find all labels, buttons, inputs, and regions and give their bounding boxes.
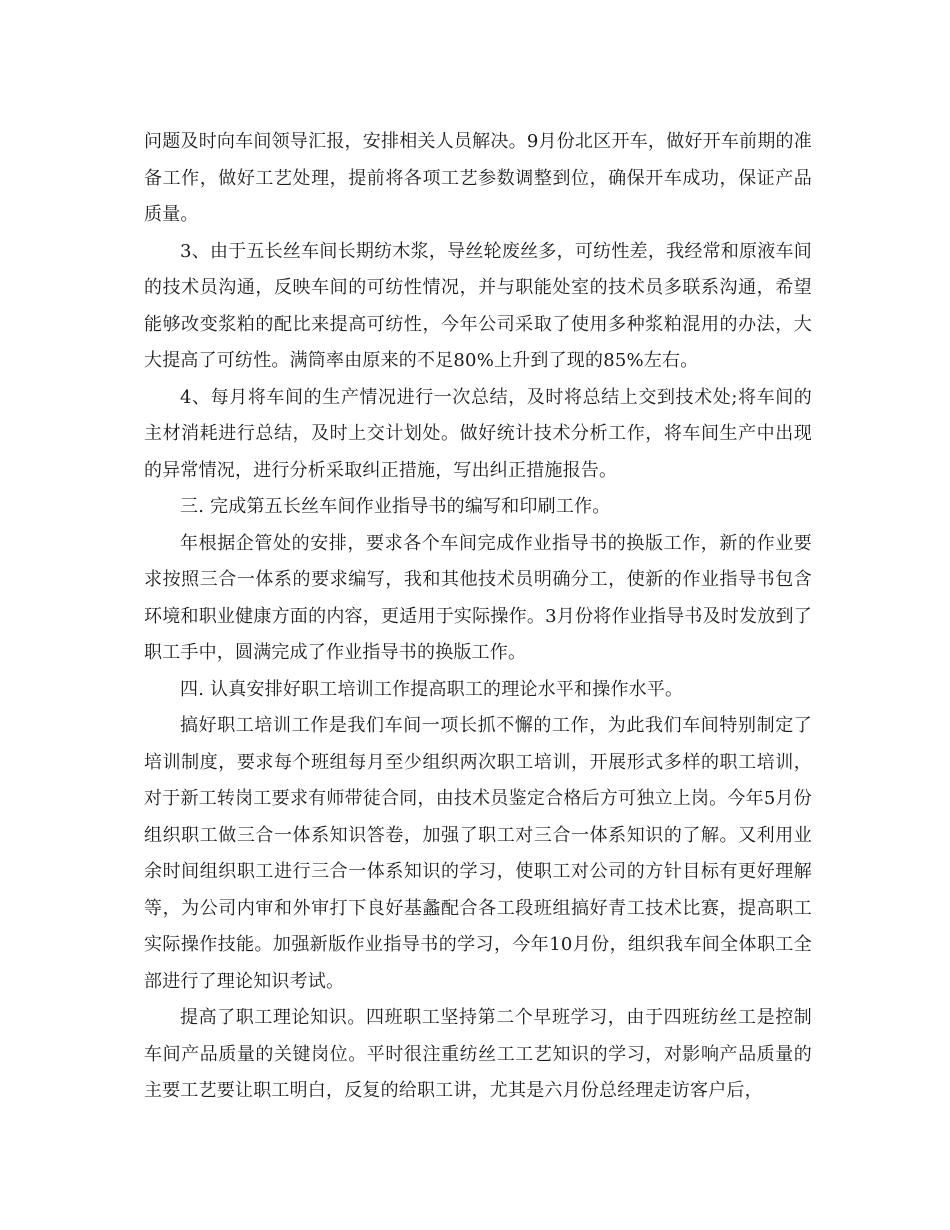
paragraph-continuation: 问题及时向车间领导汇报，安排相关人员解决。9月份北区开车，做好开车前期的准备工作，做好工艺处理，提前将各项工艺参数调整到位，确保开车成功，保证产品质量。: [144, 131, 812, 225]
section-heading-3: 三. 完成第五长丝车间作业指导书的编写和印刷工作。: [180, 496, 611, 517]
section-heading-4: 四. 认真安排好职工培训工作提高职工的理论水平和操作水平。: [180, 678, 684, 700]
paragraph-item-4: 4、每月将车间的生产情况进行一次总结，及时将总结上交到技术处;将车间的主材消耗进行总结，及时上交计划处。做好统计技术分析工作，将车间生产中出现的异常情况，进行分析采取纠正措施，写出纠正措施报告。: [144, 386, 812, 481]
paragraph-training: 搞好职工培训工作是我们车间一项长抓不懈的工作，为此我们车间特别制定了培训制度，要求每个班组每月至少组织两次职工培训，开展形式多样的职工培训，对于新工转岗工要求有师带徒合同，由技术员鉴定合格后方可独立上岗。今年5月份组织职工做三合一体系知识答卷，加强了职工对三合一体系知识的了解。又利用业余时间组织职工进行三合一体系知识的学习，使职工对公司的方针目标有更好理解等，为公司内审和外审打下良好基蠡配合各工段班组搞好青工技术比赛，提高职工实际操作技能。加强新版作业指导书的学习，今年10月份，组织我车间全体职工全部进行了理论知识考试。: [144, 715, 812, 992]
paragraph-work-instructions: 年根据企管处的安排，要求各个车间完成作业指导书的换版工作，新的作业要求按照三合一体系的要求编写，我和其他技术员明确分工，使新的作业指导书包含环境和职业健康方面的内容，更适用于实际操作。3月份将作业指导书及时发放到了职工手中，圆满完成了作业指导书的换版工作。: [144, 532, 812, 663]
document-body: [144, 124, 812, 1110]
paragraph-theory-knowledge: 提高了职工理论知识。四班职工坚持第二个早班学习，由于四班纺丝工是控制车间产品质量的关键岗位。平时很注重纺丝工工艺知识的学习，对影响产品质量的主要工艺要让职工明白，反复的给职工讲，尤其是六月份总经理走访客户后，: [144, 1007, 812, 1101]
paragraph-item-3: 3、由于五长丝车间长期纺木浆，导丝轮废丝多，可纺性差，我经常和原液车间的技术员沟通，反映车间的可纺性情况，并与职能处室的技术员多联系沟通，希望能够改变浆粕的配比来提高可纺性，今年公司采取了使用多种浆粕混用的办法，大大提高了可纺性。满筒率由原来的不足80%上升到了现的85%左右。: [144, 240, 812, 371]
